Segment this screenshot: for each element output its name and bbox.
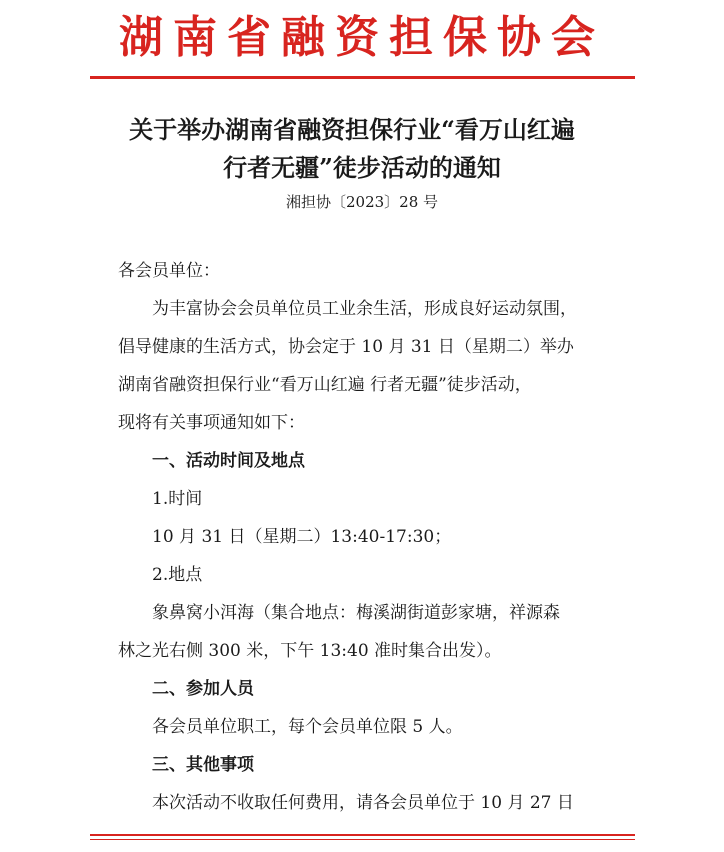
other-matters-text: 本次活动不收取任何费用，请各会员单位于 10 月 27 日 bbox=[152, 793, 574, 813]
greeting: 各会员单位： bbox=[118, 261, 220, 281]
notice-title-line-1: 关于举办湖南省融资担保行业“看万山红遍 bbox=[129, 115, 575, 144]
footer-divider-thin bbox=[90, 839, 635, 840]
subheading-place: 2.地点 bbox=[152, 565, 203, 585]
section-heading-3: 三、其他事项 bbox=[152, 755, 254, 775]
place-text: 象鼻窝小洱海（集合地点：梅溪湖街道彭家塘，祥源森 bbox=[152, 603, 560, 623]
section-heading-1: 一、活动时间及地点 bbox=[152, 451, 305, 471]
participants-text: 各会员单位职工，每个会员单位限 5 人。 bbox=[152, 717, 463, 737]
section-heading-2: 二、参加人员 bbox=[152, 679, 254, 699]
place-text: 林之光右侧 300 米，下午 13:40 准时集合出发）。 bbox=[118, 641, 502, 661]
paragraph-line: 现将有关事项通知如下： bbox=[118, 413, 305, 433]
footer-divider bbox=[90, 834, 635, 836]
subheading-time: 1.时间 bbox=[152, 489, 203, 509]
paragraph-line: 湖南省融资担保行业“看万山红遍 行者无疆”徒步活动， bbox=[118, 375, 532, 395]
time-text: 10 月 31 日（星期二）13:40-17:30； bbox=[152, 527, 452, 547]
notice-title-line-2: 行者无疆”徒步活动的通知 bbox=[223, 153, 501, 182]
document-number: 湘担协〔2023〕28 号 bbox=[285, 193, 439, 211]
paragraph-line: 倡导健康的生活方式，协会定于 10 月 31 日（星期二）举办 bbox=[118, 337, 574, 357]
org-masthead: 湖南省融资担保协会 bbox=[119, 12, 605, 63]
paragraph-line: 为丰富协会会员单位员工业余生活，形成良好运动氛围， bbox=[152, 299, 577, 319]
masthead-divider bbox=[90, 76, 635, 79]
